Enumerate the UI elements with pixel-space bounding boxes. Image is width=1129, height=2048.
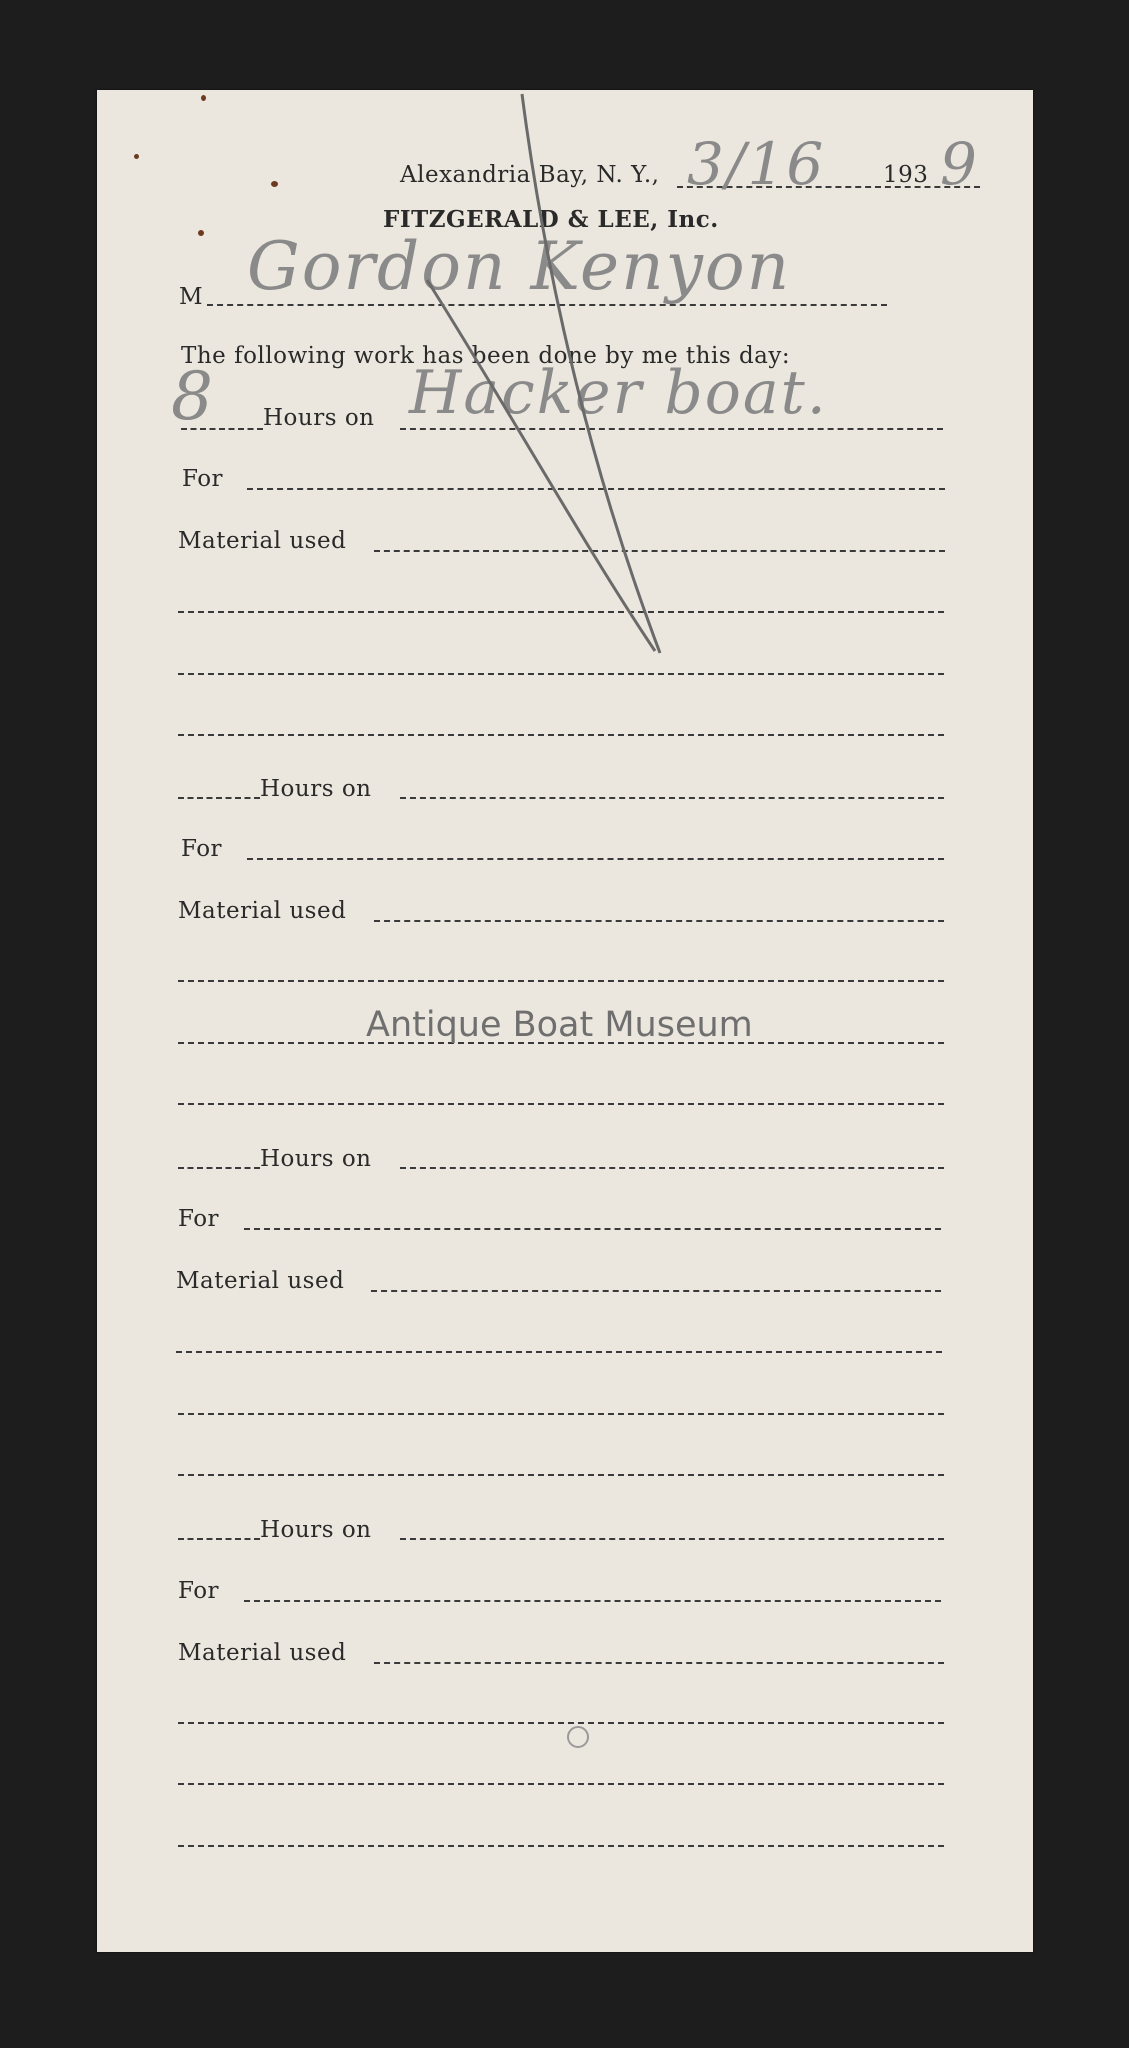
handwritten-year-digit: 9: [940, 130, 979, 198]
material-label-4: Material used: [178, 1640, 347, 1666]
handwritten-hours-on: Hacker boat.: [409, 358, 828, 428]
material-label-2: Material used: [178, 898, 347, 924]
hours-on-label-1: Hours on: [263, 405, 375, 431]
hours-on-label-2: Hours on: [260, 776, 372, 802]
pencil-check-mark: [97, 90, 1033, 1952]
intro-text: The following work has been done by me this day:: [181, 343, 791, 369]
material-label-1: Material used: [178, 528, 347, 554]
hours-on-label-3: Hours on: [260, 1146, 372, 1172]
handwritten-hours: 8: [171, 358, 215, 435]
work-slip: [97, 90, 1033, 1952]
watermark: Antique Boat Museum: [366, 1005, 753, 1045]
for-label-2: For: [181, 836, 223, 862]
handwritten-name: Gordon Kenyon: [247, 228, 792, 305]
name-prefix: M: [179, 284, 204, 310]
company-name: FITZGERALD & LEE, Inc.: [383, 206, 719, 233]
hours-on-label-4: Hours on: [260, 1517, 372, 1543]
for-label-3: For: [178, 1206, 220, 1232]
for-label-1: For: [182, 466, 224, 492]
material-label-3: Material used: [176, 1268, 345, 1294]
year-prefix: 193: [883, 162, 929, 188]
handwritten-date: 3/16: [687, 130, 826, 198]
location-line: Alexandria Bay, N. Y.,: [400, 162, 660, 188]
for-label-4: For: [178, 1578, 220, 1604]
